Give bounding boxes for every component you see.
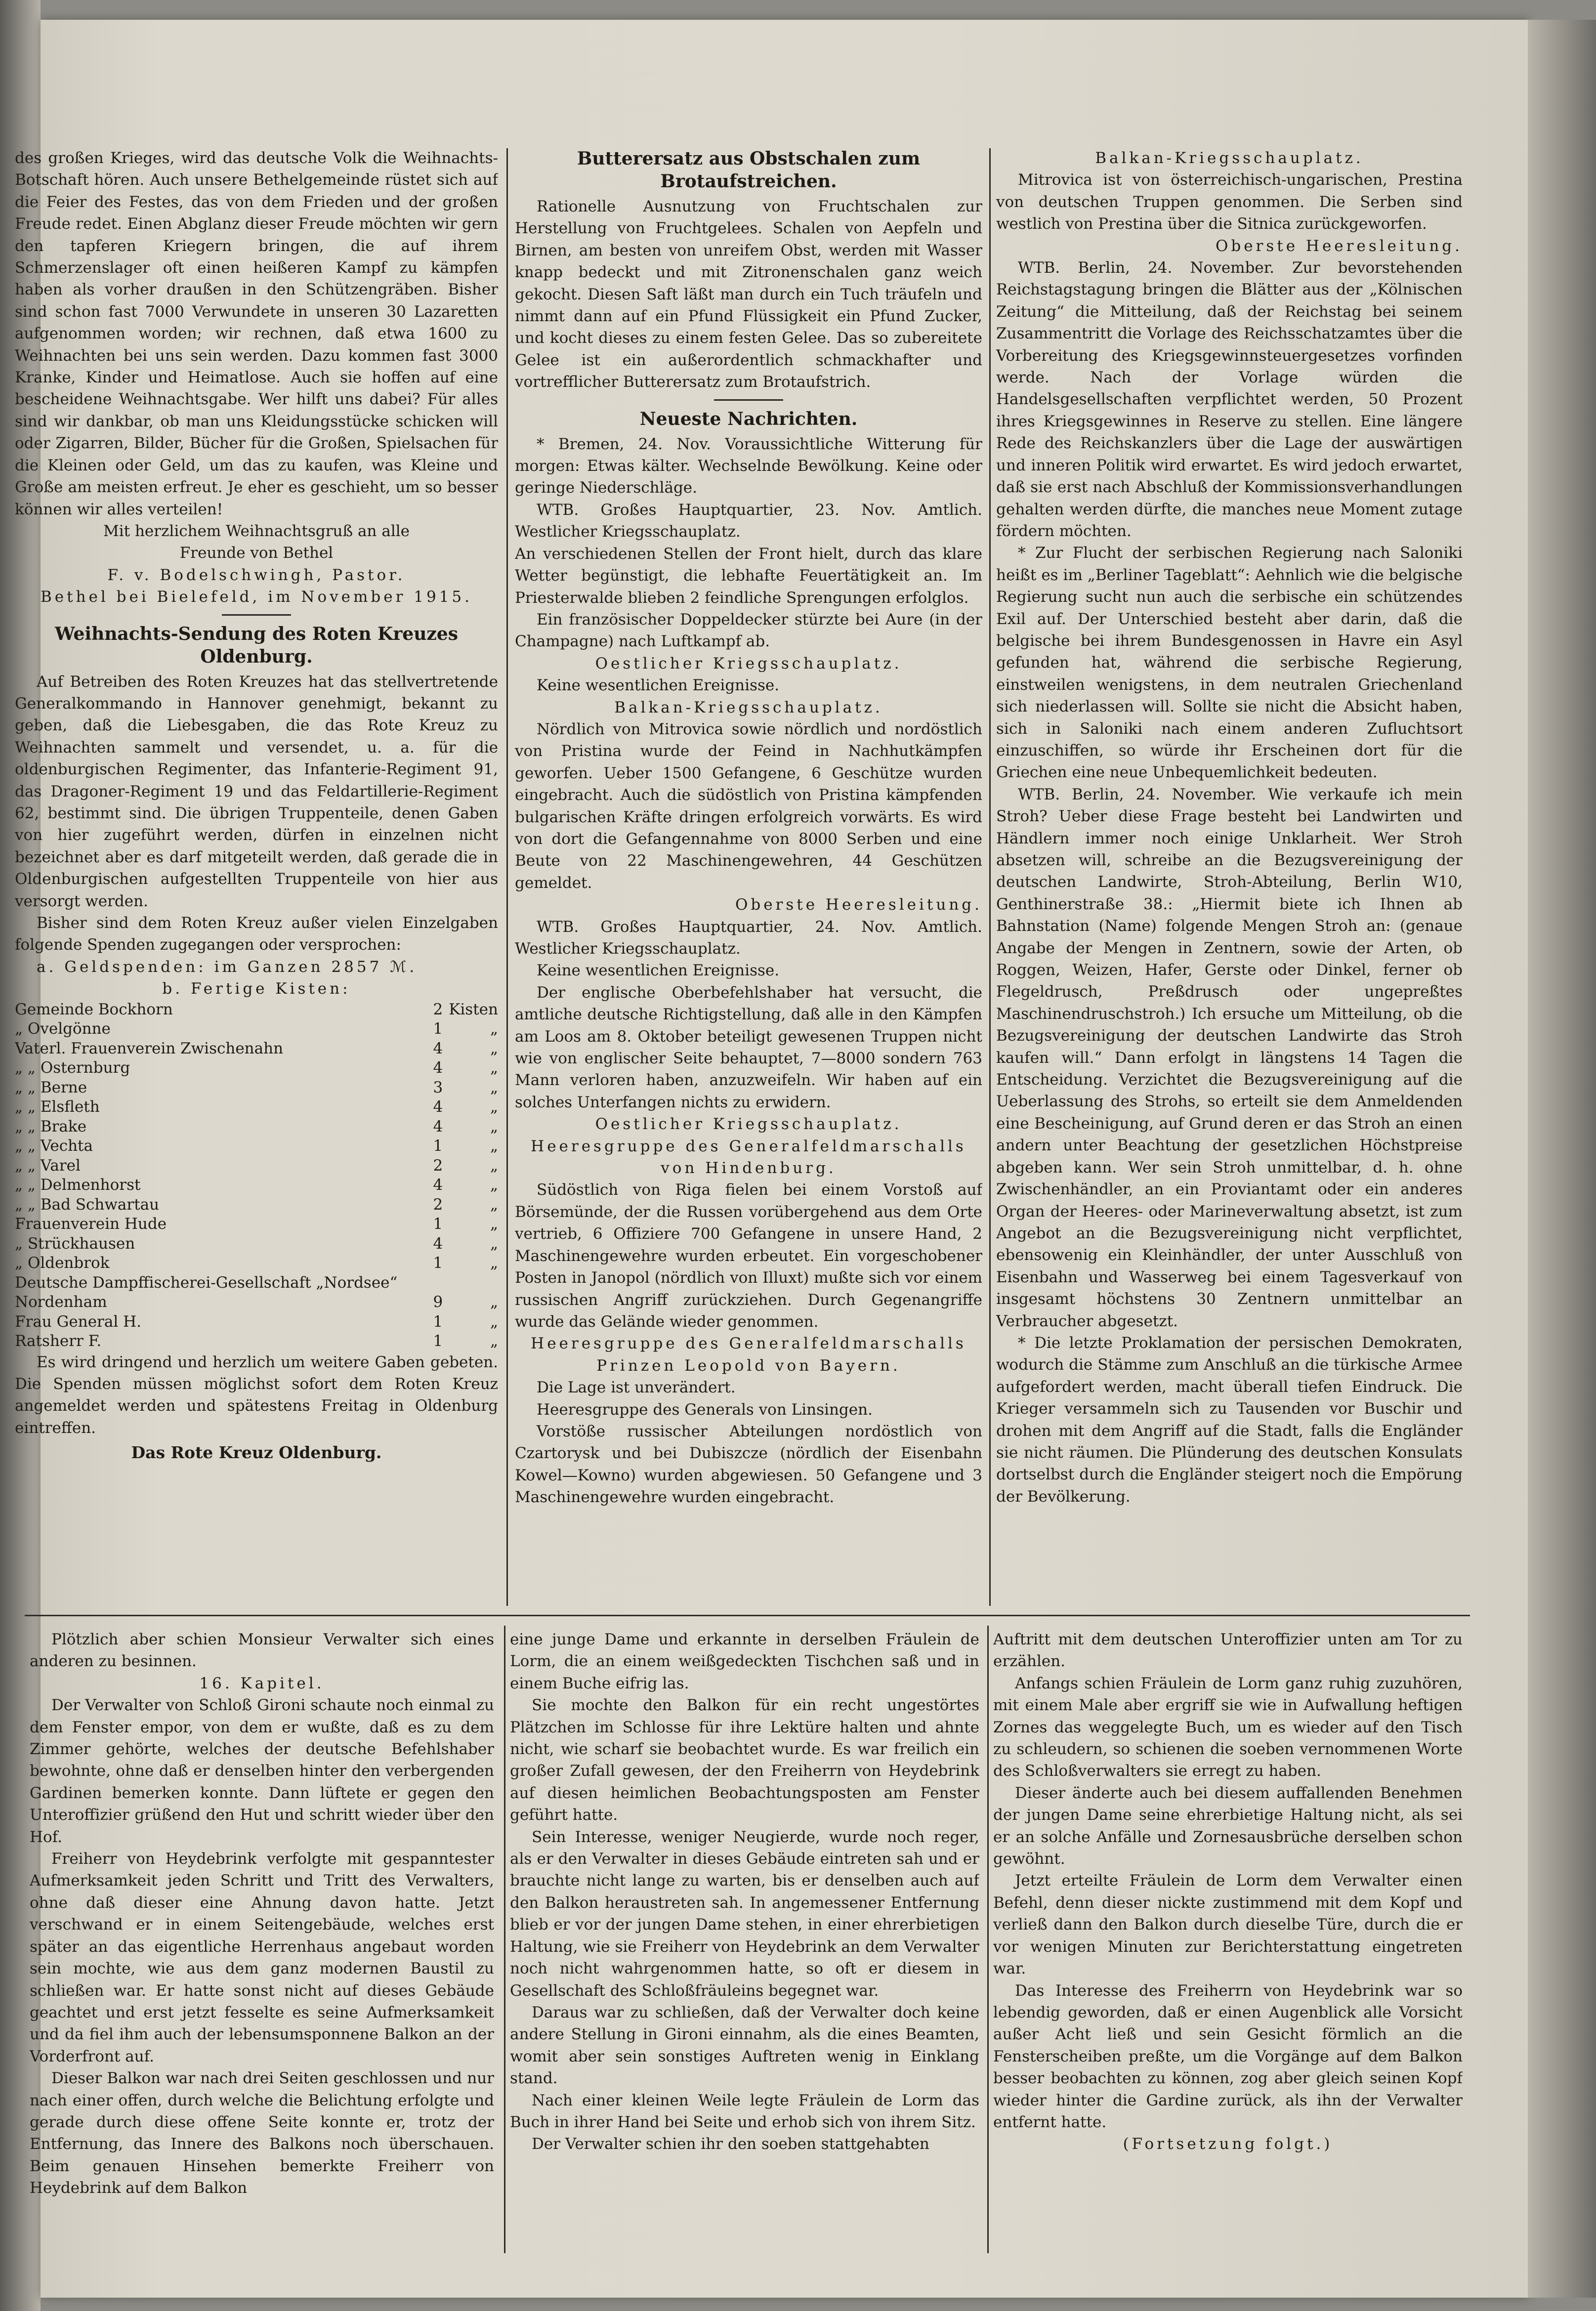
boxes-row: [15, 1176, 498, 1195]
box-count: 2: [433, 1195, 443, 1214]
box-unit: [443, 1273, 498, 1293]
boxes-row: [15, 1058, 498, 1078]
donor-name: Gemeinde Bockhorn: [15, 1000, 173, 1018]
donor-name: „ „ Delmenhorst: [15, 1176, 141, 1194]
serial-paragraph: Plötzlich aber schien Monsieur Verwalter sich eines anderen zu besinnen.: [30, 1631, 494, 1671]
donor-name: „ Ovelgönne: [15, 1020, 111, 1038]
column-1: [15, 147, 498, 1600]
news-item: * Die letzte Proklamation der persischen Demokraten, wodurch die Stämme zum Anschluß an die türkische Armee aufgefordert werden, macht überall tiefen Eindruck. Die Krieger versammeln sich zu Tausenden vor Buschir und drohen mit dem Angriff auf die Stadt, falls die Engländer sie nicht räumen. Die Plünderung des deutschen Konsulats dortselbst durch die Engländer steigert noch die Empörung der Bevölkerung.: [996, 1334, 1463, 1506]
boxes-row: [15, 1254, 498, 1273]
box-count: 1: [433, 1332, 443, 1350]
box-count: 4: [433, 1234, 443, 1253]
box-count: 4: [433, 1098, 443, 1116]
box-unit: „: [490, 1176, 498, 1194]
serial-paragraph: Freiherr von Heydebrink verfolgte mit gespanntester Aufmerksamkeit jeden Schritt und Tritt des Verwalters, ohne daß dieser eine Ahnung davon hatte. Jetzt verschwand er in einem Seitengebäude, welches erst später an das eigentliche Herrenhaus angebaut worden sein mochte, wie aus dem ganz modernen Baustil zu schließen war. Er hatte sonst nicht auf dieses Gebäude geachtet und erst jetzt fesselte es seine Aufmerksamkeit und da fiel ihm auch der lebensumsponnene Balkon an der Vorderfront auf.: [30, 1850, 494, 2065]
column-3: [996, 147, 1463, 1610]
serial-paragraph: Anfangs schien Fräulein de Lorm ganz ruhig zuzuhören, mit einem Male aber ergriff sie wie in Aufwallung heftigen Zornes das weggelegte Buch, um es wieder auf den Tisch zu schleudern, so schienen die soeben vernommenen Worte des Schloßverwalters sie erregt zu haben.: [993, 1674, 1463, 1780]
news-item: Heeresgruppe des Generalfeldmarschalls Prinzen Leopold von Bayern.: [531, 1335, 966, 1375]
bethel-appeal-text: des großen Krieges, wird das deutsche Volk die Weihnachts-Botschaft hören. Auch unsere Bethelgemeinde rüstet sich auf die Feier des Festes, das von dem Frieden und der großen Freude redet. Einen Abglanz dieser Freude möchten wir gern den tapferen Kriegern bringen, die auf ihrem Schmerzenslager oft einen heißeren Kampf zu kämpfen haben als vorher draußen in den Schützengräben. Bisher sind schon fast 7000 Verwundete in unseren 30 Lazaretten aufgenommen worden; wir rechnen, daß etwa 1600 zu Weihnachten bei uns sein werden. Dazu kommen fast 3000 Kranke, Kinder und Heimatlose. Auch sie hoffen auf eine bescheidene Weihnachtsgabe. Wer hilft uns dabei? Für alles sind wir dankbar, ob man uns Kleidungsstücke schicken will oder Zigarren, Bilder, Bücher für die Großen, Spielsachen für die Kleinen oder Geld, um das zu kaufen, was Kleine und Große am meisten erfreut. Je eher es geschieht, um so besser können wir alles verteilen!: [15, 149, 498, 518]
news-item: An verschiedenen Stellen der Front hielt, durch das klare Wetter begünstigt, die lebhafte Feuertätigkeit an. Im Priesterwalde blieben 2 feindliche Sprengungen erfolglos.: [515, 545, 982, 607]
box-unit: „: [490, 1078, 498, 1096]
section-rule: [714, 399, 783, 401]
bethel-signature: F. v. Bodelschwingh, Pastor.: [107, 566, 406, 584]
boxes-row: [15, 1293, 498, 1312]
box-unit: „: [490, 1117, 498, 1135]
boxes-row: [15, 1097, 498, 1117]
news-item: Heeresgruppe des Generalfeldmarschalls von Hindenburg.: [531, 1137, 966, 1177]
box-count: 9: [433, 1293, 443, 1311]
serial-paragraph: Das Interesse des Freiherrn von Heydebrink war so lebendig geworden, daß er einen Augenblick alle Vorsicht außer Acht ließ und sein Gesicht förmlich an die Fensterscheiben preßte, um die Vorgänge auf dem Balkon besser beobachten zu können, zog aber gleich seinen Kopf wieder hinter die Gardine zurück, als ihn der Verwalter entfernt hatte.: [993, 1981, 1463, 2131]
serial-paragraph: (Fortsetzung folgt.): [1123, 2135, 1333, 2153]
news-item: Oberste Heeresleitung.: [1215, 237, 1463, 255]
serial-paragraph: Der Verwalter schien ihr den soeben stattgehabten: [532, 2135, 929, 2153]
serial-column-1: [30, 1629, 494, 2251]
donor-name: „ Strückhausen: [15, 1234, 135, 1253]
red-cross-closing: Es wird dringend und herzlich um weitere Gaben gebeten. Die Spenden müssen möglichst sofort dem Roten Kreuz angemeldet werden und spätestens Freitag in Oldenburg eintreffen.: [15, 1353, 498, 1437]
box-count: 1: [433, 1020, 443, 1038]
box-count: 4: [433, 1039, 443, 1057]
box-unit: „: [490, 1020, 498, 1038]
box-count: 4: [433, 1176, 443, 1194]
feuilleton-divider: [25, 1615, 1470, 1616]
donor-name: Frau General H.: [15, 1312, 142, 1331]
box-count: 1: [433, 1254, 443, 1272]
donor-name: Frauenverein Hude: [15, 1215, 167, 1233]
news-item: Balkan-Kriegsschauplatz.: [614, 698, 883, 716]
red-cross-signature: Das Rote Kreuz Oldenburg.: [131, 1443, 382, 1463]
box-unit: „: [490, 1215, 498, 1233]
news-item: WTB. Großes Hauptquartier, 24. Nov. Amtlich. Westlicher Kriegsschauplatz.: [515, 918, 982, 958]
boxes-row: [15, 1215, 498, 1234]
serial-paragraph: Dieser änderte auch bei diesem auffallenden Benehmen der jungen Dame seine ehrerbietige Haltung nicht, als sei er an solche Anfälle und Zornesausbrüche derselben schon gewöhnt.: [993, 1784, 1463, 1868]
box-unit: Kisten: [449, 1000, 498, 1018]
serial-paragraph: 16. Kapitel.: [199, 1674, 325, 1692]
donor-name: „ Oldenbrok: [15, 1254, 110, 1272]
box-count: 2: [433, 1156, 443, 1175]
box-unit: „: [490, 1312, 498, 1331]
news-item: * Zur Flucht der serbischen Regierung nach Saloniki heißt es im „Berliner Tageblatt“: Aehnlich wie die belgische Regierung sucht nun auch die serbische ein schützendes Exil auf. Der Unterschied besteht aber darin, daß die belgische bei ihrem Bundesgenossen in Havre ein Asyl gefunden hat, während die serbische Regierung, einstweilen wenigstens, in dem neutralen Griechenland sich niederlassen will. Sollte sie nicht die Absicht haben, sich in Saloniki nach einem anderen Zufluchtsort einzuschiffen, so würde ihr Erscheinen dort für die Griechen eine neue Unbequemlichkeit bedeuten.: [996, 544, 1463, 782]
red-cross-paragraph: Auf Betreiben des Roten Kreuzes hat das stellvertretende Generalkommando in Hannover genehmigt, bekannt zu geben, daß die Liebesgaben, die das Rote Kreuz zu Weihnachten sammelt und versendet, u. a. für die oldenburgischen Regimenter, das Infanterie-Regiment 91, das Dragoner-Regiment 19 und das Feldartillerie-Regiment 62, bestimmt sind. Die übrigen Truppenteile, denen Gaben von hier zugeführt werden, dürfen in einzelnen nicht bezeichnet aber es darf mitgeteilt werden, daß gerade die in Oldenburgischen aufgestellten Truppenteile von hier aus versorgt werden.: [15, 672, 498, 910]
news-item: Oestlicher Kriegsschauplatz.: [595, 1115, 902, 1134]
news-item: Ein französischer Doppeldecker stürzte bei Aure (in der Champagne) nach Luftkampf ab.: [515, 610, 982, 651]
news-item: Mitrovica ist von österreichisch-ungarischen, Prestina von deutschen Truppen genommen. Die Serben sind westlich von Prestina über die Sitnica zurückgeworfen.: [996, 171, 1463, 233]
news-item: Die Lage ist unverändert.: [537, 1379, 736, 1397]
latest-news-headline: Neueste Nachrichten.: [639, 408, 858, 429]
serial-paragraph: Auftritt mit dem deutschen Unteroffizier unten am Tor zu erzählen.: [993, 1631, 1463, 1671]
box-unit: „: [490, 1254, 498, 1272]
serial-paragraph: Nach einer kleinen Weile legte Fräulein de Lorm das Buch in ihrer Hand bei Seite und erhob sich von ihrem Sitz.: [510, 2091, 979, 2131]
boxes-heading: b. Fertige Kisten:: [162, 980, 351, 998]
serial-paragraph: Dieser Balkon war nach drei Seiten geschlossen und nur nach einer offen, durch welche die Belichtung erfolgte und gerade durch diese offene Seite konnte er, trotz der Entfernung, das Innere des Balkons noch überschauen. Beim genauen Hinsehen bemerkte Freiherr von Heydebrink auf dem Balkon: [30, 2069, 494, 2197]
serial-column-2: [510, 1629, 979, 2251]
boxes-row: [15, 1000, 498, 1020]
box-count: [418, 1273, 443, 1293]
donor-name: „ „ Berne: [15, 1078, 87, 1096]
donor-name: Vaterl. Frauenverein Zwischenahn: [15, 1039, 284, 1057]
donor-name: „ „ Vechta: [15, 1137, 93, 1155]
box-unit: „: [490, 1137, 498, 1155]
news-item: Südöstlich von Riga fielen bei einem Vorstoß auf Börsemünde, der die Russen vorübergehend aus dem Orte vertrieb, 6 Offiziere 700 Gefangene in unsere Hand, 2 Maschinengewehre wurden erbeutet. Ein vorgeschobener Posten in Janopol (nördlich von Illuxt) mußte sich vor einem russischen Angriff zurückziehen. Durch Gegenangriffe wurde das Gelände wieder genommen.: [515, 1181, 982, 1331]
news-item: WTB. Berlin, 24. November. Zur bevorstehenden Reichstagstagung bringen die Blätter aus der „Kölnischen Zeitung“ die Mitteilung, daß der Reichstag bei seinem Zusammentritt die Vorlage des Reichsschatzamtes über die Vorbereitung des Kriegsgewinnsteuergesetzes vorfinden werde. Nach der Vorlage würden die Handelsgesellschaften verpflichtet werden, 50 Prozent ihres Kriegsgewinnes in Reserve zu stellen. Eine längere Rede des Reichskanzlers über die Lage der auswärtigen und inneren Politik wird erwartet. Es wird jedoch erwartet, daß sie erst nach Abschluß der Kommissionsverhandlungen gehalten werden dürfte, die manches neue Moment zutage fördern möchten.: [996, 259, 1463, 540]
box-unit: „: [490, 1059, 498, 1077]
box-count: 2: [433, 1000, 443, 1018]
serial-paragraph: Sie mochte den Balkon für ein recht ungestörtes Plätzchen im Schlosse für ihre Lektüre halten und ahnte nicht, wie scharf sie beobachtet wurde. Es war freilich ein großer Zufall gewesen, der den Freiherrn von Heydebrink auf diesen heimlichen Beobachtungsposten am Fenster geführt hatte.: [510, 1696, 979, 1824]
page-edge-shadow: [1528, 20, 1596, 2298]
butter-substitute-headline: Butterersatz aus Obstschalen zum Brotaufstreichen.: [577, 148, 921, 192]
donor-name: „ „ Bad Schwartau: [15, 1195, 160, 1214]
box-count: 4: [433, 1117, 443, 1135]
boxes-row: [15, 1234, 498, 1254]
column-divider: [987, 1626, 989, 2253]
boxes-row: [15, 1156, 498, 1176]
box-unit: „: [490, 1195, 498, 1214]
serial-paragraph: Der Verwalter von Schloß Gironi schaute noch einmal zu dem Fenster empor, von dem er wußte, daß es zu dem Zimmer gehörte, welches der deutsche Befehlshaber bewohnte, ohne daß er denselben hinter den verbergenden Gardinen bemerken konnte. Dann lüftete er gegen den Unteroffizier grüßend den Hut und schritt wieder über den Hof.: [30, 1696, 494, 1846]
donor-name: Deutsche Dampffischerei-Gesellschaft „Nordsee“: [15, 1273, 398, 1292]
red-cross-headline: Weihnachts-Sendung des Roten Kreuzes Oldenburg.: [55, 623, 458, 667]
boxes-row: [15, 1117, 498, 1137]
news-item: Balkan-Kriegsschauplatz.: [1095, 149, 1364, 167]
donor-name: „ „ Osternburg: [15, 1059, 130, 1077]
boxes-row: [15, 1039, 498, 1059]
serial-paragraph: Jetzt erteilte Fräulein de Lorm dem Verwalter einen Befehl, denn dieser nickte zustimmend mit dem Kopf und verließ dann den Balkon durch dieselbe Türe, durch die er vor wenigen Minuten zur Berichterstattung eingetreten war.: [993, 1872, 1463, 1978]
box-count: 4: [433, 1059, 443, 1077]
column-2: [515, 147, 982, 1610]
news-item: WTB. Berlin, 24. November. Wie verkaufe ich mein Stroh? Ueber diese Frage besteht bei Landwirten und Händlern immer noch einige Unklarheit. Wer Stroh absetzen will, schreibe an die Bezugsvereinigung der deutschen Landwirte, Stroh-Abteilung, Berlin W10, Genthinerstraße 38.: „Hiermit biete ich Ihnen ab Bahnstation (Name) folgende Mengen Stroh an: (genaue Angabe der Mengen in Zentnern, sowie der Arten, ob Roggen, Weizen, Hafer, Gerste oder Dinkel, ferner ob Flegeldrusch, Preßdrusch oder ungepreßtes Maschinendruschstroh.) Ich ersuche um Mitteilung, ob die Bezugsvereinigung der deutschen Landwirte das Stroh kaufen will.“ Dann erfolgt in längstens 14 Tagen die Entscheidung. Verzichtet die Bezugsvereinigung auf die Ueberlassung des Strohs, so erteilt sie dem Anmeldenden eine Bescheinigung, auf Grund deren er das Stroh an einen andern unter Beachtung der gesetzlichen Höchstpreise abgeben kann. Wer sein Stroh unmittelbar, d. h. ohne Zwischenhändler, an ein Proviantamt oder ein anderes Organ der Heeres- oder Marineverwaltung absetzt, ist zum Angebot an die Bezugsvereinigung nicht verpflichtet, ebensowenig ein Kleinhändler, der unter Ausschluß von Eisenbahn und Wasserweg bei einem Tagesverkauf von insgesamt höchstens 30 Zentnern unmittelbar an Verbraucher abgesetzt.: [996, 785, 1463, 1330]
serial-paragraph: Sein Interesse, weniger Neugierde, wurde noch reger, als er den Verwalter in dieses Gebäude eintreten sah und er brauchte nicht lange zu warten, bis er denselben auch auf den Balkon heraustreten sah. In angemessener Entfernung blieb er vor der jungen Dame stehen, in einer ehrerbietigen Haltung, wie sie Freiherr von Heydebrink an dem Verwalter noch nicht wahrgenommen hatte, so oft er diesem in Gesellschaft des Schloßfräuleins begegnet war.: [510, 1828, 979, 2000]
box-unit: „: [490, 1156, 498, 1175]
boxes-table: [15, 1000, 498, 1351]
news-item: Heeresgruppe des Generals von Linsingen.: [537, 1400, 873, 1419]
box-unit: „: [490, 1332, 498, 1350]
bethel-place-date: Bethel bei Bielefeld, im November 1915.: [40, 588, 473, 606]
news-item: Oestlicher Kriegsschauplatz.: [595, 654, 902, 672]
donor-name: „ „ Brake: [15, 1117, 87, 1135]
donor-name: „ „ Elsfleth: [15, 1098, 100, 1116]
news-item: Keine wesentlichen Ereignisse.: [537, 676, 780, 695]
donor-name: „ „ Varel: [15, 1156, 81, 1175]
serial-paragraph: eine junge Dame und erkannte in derselben Fräulein de Lorm, die an einem weißgedeckten Tischchen saß und in einem Buche eifrig las.: [510, 1631, 979, 1692]
boxes-row: [15, 1019, 498, 1039]
box-count: 1: [433, 1215, 443, 1233]
box-count: 1: [433, 1312, 443, 1331]
column-divider: [504, 1626, 505, 2253]
box-unit: „: [490, 1234, 498, 1253]
donor-name: Ratsherr F.: [15, 1332, 102, 1350]
bethel-greeting-2: Freunde von Bethel: [179, 544, 334, 562]
box-unit: „: [490, 1039, 498, 1057]
news-item: Der englische Oberbefehlshaber hat versucht, die amtliche deutsche Richtigstellung, daß alle in den Kämpfen am Loos am 8. Oktober beteiligt gewesenen Truppen nicht wie von englischer Seite behauptet, 7—8000 sondern 763 Mann verloren haben, anzuzweifeln. Wir haben auf ein solches Unterfangen nichts zu erwidern.: [515, 983, 982, 1111]
box-unit: „: [490, 1293, 498, 1311]
serial-paragraph: Daraus war zu schließen, daß der Verwalter doch keine andere Stellung in Gironi einnahm, als die eines Beamten, womit aber sein sonstiges Auftreten wenig in Einklang stand.: [510, 2003, 979, 2088]
news-item: WTB. Großes Hauptquartier, 23. Nov. Amtlich. Westlicher Kriegsschauplatz.: [515, 501, 982, 541]
boxes-row: [15, 1136, 498, 1156]
column-divider: [989, 148, 991, 1606]
box-count: 3: [433, 1078, 443, 1096]
serial-column-3: [993, 1629, 1463, 2251]
section-rule: [222, 614, 291, 616]
donor-name: Nordenham: [15, 1293, 107, 1311]
boxes-row: [15, 1078, 498, 1098]
boxes-row: [15, 1332, 498, 1351]
red-cross-paragraph: Bisher sind dem Roten Kreuz außer vielen Einzelgaben folgende Spenden zugegangen oder versprochen:: [15, 914, 498, 954]
column-divider: [506, 148, 508, 1606]
news-item: Nördlich von Mitrovica sowie nördlich und nordöstlich von Pristina wurde der Feind in Nachhutkämpfen geworfen. Ueber 1500 Gefangene, 6 Geschütze wurden eingebracht. Auch die südöstlich von Pristina kämpfenden bulgarischen Kräfte dringen erfolgreich vorwärts. Es wird von dort die Gefangennahme von 8000 Serben und eine Beute von 22 Maschinengewehren, 44 Geschützen gemeldet.: [515, 720, 982, 892]
boxes-row: [15, 1312, 498, 1332]
bethel-greeting: Mit herzlichem Weihnachtsgruß an alle: [103, 522, 410, 540]
news-item: Oberste Heeresleitung.: [735, 896, 982, 914]
boxes-row: [15, 1273, 498, 1293]
butter-substitute-text: Rationelle Ausnutzung von Fruchtschalen zur Herstellung von Fruchtgelees. Schalen von Aepfeln und Birnen, am besten von unreifem Obst, werden mit Wasser knapp bedeckt und mit Zitronenschalen ganz weich gekocht. Diesen Saft läßt man durch ein Tuch träufeln und nimmt dann auf ein Pfund Flüssigkeit ein Pfund Zucker, und kocht dieses zu einem festen Gelee. Das so zubereitete Gelee ist ein außerordentlich schmackhafter und vortrefflicher Butterersatz zum Brotaufstrich.: [515, 198, 982, 391]
boxes-row: [15, 1195, 498, 1215]
news-item: * Bremen, 24. Nov. Voraussichtliche Witterung für morgen: Etwas kälter. Wechselnde Bewölkung. Keine oder geringe Niederschläge.: [515, 435, 982, 497]
box-count: 1: [433, 1137, 443, 1155]
news-item: Vorstöße russischer Abteilungen nordöstlich von Czartorysk und bei Dubiszcze (nördlich der Eisenbahn Kowel—Kowno) wurden abgewiesen. 50 Gefangene und 3 Maschinengewehre wurden eingebracht.: [515, 1422, 982, 1507]
cash-donations: a. Geldspenden: im Ganzen 2857 ℳ.: [37, 958, 418, 976]
news-item: Keine wesentlichen Ereignisse.: [537, 962, 780, 980]
box-unit: „: [490, 1098, 498, 1116]
